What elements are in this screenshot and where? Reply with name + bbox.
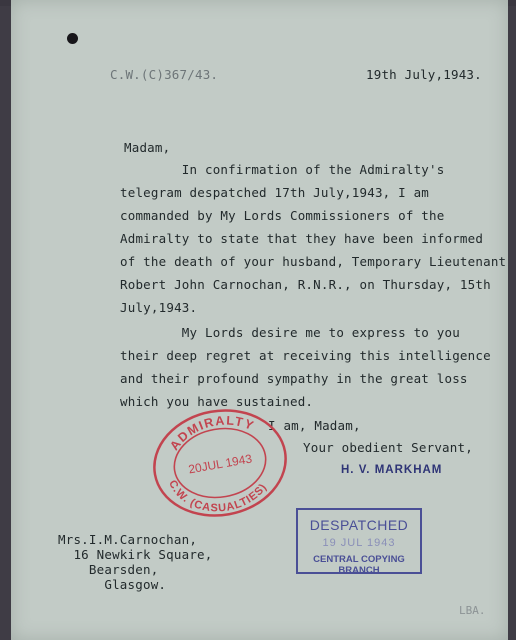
stamp-top-text: ADMIRALTY	[167, 413, 257, 453]
body-line: which you have sustained.	[120, 394, 314, 409]
body-line: their deep regret at receiving this intelligence	[120, 348, 491, 363]
address-line: Mrs.I.M.Carnochan,	[58, 532, 198, 547]
punch-hole	[67, 33, 78, 44]
body-line: and their profound sympathy in the great loss	[120, 371, 468, 386]
body-line: telegram despatched 17th July,1943, I am	[120, 185, 430, 200]
admiralty-stamp	[148, 404, 292, 522]
letter-date: 19th July,1943.	[366, 67, 482, 82]
body-line: commanded by My Lords Commissioners of the	[120, 208, 445, 223]
closing-line: I am, Madam,	[268, 418, 361, 433]
body-line: Robert John Carnochan, R.N.R., on Thursday, 15th	[120, 277, 491, 292]
body-line: My Lords desire me to express to you	[120, 325, 460, 340]
footer-initials: LBA.	[459, 604, 486, 617]
despatched-date: 19 JUL 1943	[322, 537, 396, 549]
copying-branch: CENTRAL COPYING BRANCH	[313, 554, 405, 576]
body-line: In confirmation of the Admiralty's	[120, 162, 445, 177]
body-line: Admiralty to state that they have been informed	[120, 231, 484, 246]
address-line: Glasgow.	[58, 577, 167, 592]
body-line: July,1943.	[120, 300, 198, 315]
address-line: Bearsden,	[58, 562, 159, 577]
despatched-title: DESPATCHED	[309, 517, 409, 533]
stamp-date: 20JUL 1943	[187, 451, 254, 477]
stamp-bottom-text: C.W. (CASUALTIES)	[166, 478, 270, 515]
salutation: Madam,	[124, 140, 171, 155]
body-line: of the death of your husband, Temporary Lieutenant	[120, 254, 507, 269]
signature-stamp: H. V. MARKHAM	[341, 464, 443, 476]
reference-number: C.W.(C)367/43.	[110, 67, 219, 82]
closing-line: Your obedient Servant,	[303, 440, 473, 455]
address-line: 16 Newkirk Square,	[58, 547, 213, 562]
despatched-stamp	[296, 508, 422, 574]
